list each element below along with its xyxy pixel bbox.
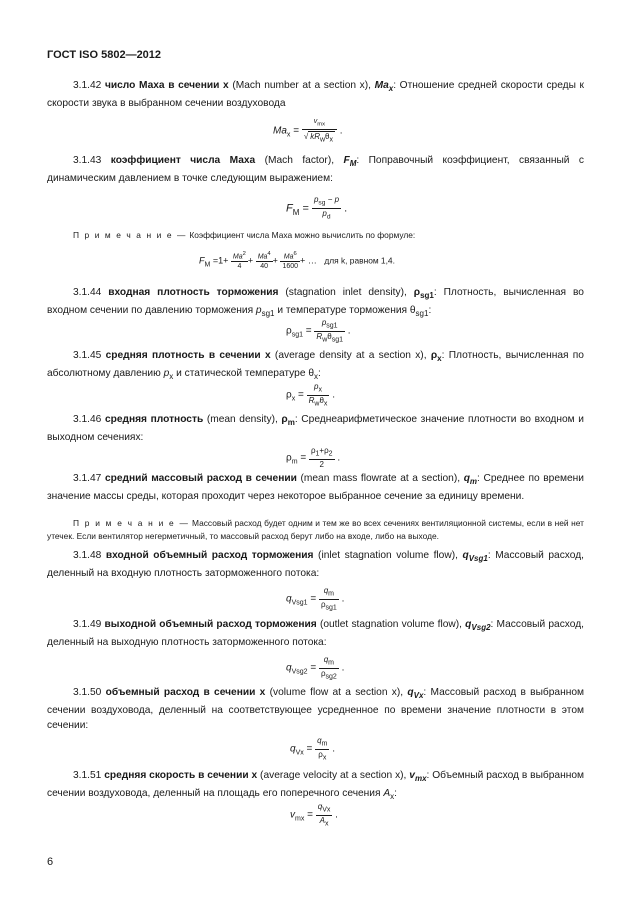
note-mach-formula: П р и м е ч а н и е — Коэффициент числа Маха можно вычислить по формуле: bbox=[73, 230, 416, 240]
page-number: 6 bbox=[47, 856, 54, 868]
term: входная плотность торможения bbox=[108, 287, 279, 298]
term: средняя скорость в сечении x bbox=[104, 770, 258, 781]
formula-inlet-volume-flow: $q_{Vsg1}$ = $\frac{q_m}{\rho_{sg1}}$ . bbox=[286, 586, 345, 612]
clause-3-1-48: 3.1.48 входной объемный расход торможения (inlet stagnation volume flow), $q_{Vsg1}$: Массовый расход, деленный на входную плотность заторможенного потока: bbox=[47, 550, 585, 580]
clause-3-1-51: 3.1.51 средняя скорость в сечении x (average velocity at a section x), $v_{mx}$: Объемный расход в выбранном сечении воздуховода, деленный на площадь его поперечного сечения $A_x$: bbox=[47, 770, 584, 802]
formula-series: $F_M =1+$ $\frac{Ma^2}{4}$ + $\frac{Ma^4}{40}$ + $\frac{Ma^6}{1600}$ + … для k, равном 1,4. bbox=[199, 251, 395, 271]
clause-3-1-42 bbox=[47, 78, 584, 111]
clause-3-1-49: 3.1.49 выходной объемный расход торможения (outlet stagnation volume flow), $q_{Vsg2}$: Массовый расход, деленный на выходную плотность заторможенного потока: bbox=[47, 619, 584, 649]
clause-3-1-50: 3.1.50 объемный расход в сечении x (volume flow at a section x), $q_{Vx}$: Массовый расход в выбранном сечении воздуховода, деленный на соответствующее усредненное по времени значение плотности в этом сечении: bbox=[47, 687, 585, 732]
clause-3-1-45: 3.1.45 средняя плотность в сечении x (average density at a section x), $\rho_x$: Плотность, вычисленная по абсолютному давлению $p_x$ и статической температуре $\theta_x$: bbox=[47, 350, 584, 382]
formula-inlet-density: $\rho_{sg1}$ = $\frac{p_{sg1}}{R_w\theta_{sg1}}$ . bbox=[286, 318, 351, 344]
term-english: (Mach number at a section x), bbox=[232, 80, 371, 91]
symbol: $q_{Vx}$ bbox=[407, 687, 424, 701]
symbol: $q_m$ bbox=[463, 473, 478, 487]
symbol: $q_{Vsg2}$ bbox=[465, 619, 491, 633]
formula-average-velocity: $v_{mx}$ = $\frac{q_{Vx}}{A_x}$ . bbox=[290, 802, 338, 828]
symbol: $\rho_{sg1}$ bbox=[413, 287, 434, 301]
clause-3-1-46: 3.1.46 средняя плотность (mean density), $\rho_m$: Среднеарифметическое значение плотности во входном и выходном сечениях: bbox=[47, 414, 584, 444]
clause-3-1-47: 3.1.47 средний массовый расход в сечении (mean mass flowrate at a section), $q_m$: Среднее по времени значение массы среды, которая проходит через некоторое выбранное сечение за единицу времени. bbox=[47, 473, 584, 503]
symbol: $Ma_x$ bbox=[374, 80, 394, 94]
definition: : Отношение средней скорости среды к скорости звука в выбранном сечении воздуховода bbox=[47, 80, 584, 110]
clause-3-1-43: 3.1.43 коэффициент числа Маха (Mach factor), $F_M$: Поправочный коэффициент, связанный с динамическим давлением в точке следующим выражением: bbox=[47, 155, 584, 185]
formula-section-volume-flow: $q_{Vx}$ = $\frac{q_m}{\rho_x}$ . bbox=[290, 736, 335, 762]
formula-mach-factor: $F_M$ = $\frac{p_{sg} - p}{p_d}$ . bbox=[286, 195, 348, 221]
term: средняя плотность в сечении x bbox=[105, 350, 271, 361]
term: средний массовый расход в сечении bbox=[104, 473, 297, 484]
formula-mean-density: $\rho_m$ = $\frac{\rho_1+\rho_2}{2}$ . bbox=[286, 446, 341, 469]
formula-section-density: $\rho_x$ = $\frac{p_x}{R_w\theta_x}$ . bbox=[286, 382, 335, 408]
term: входной объемный расход торможения bbox=[105, 550, 314, 561]
formula-outlet-volume-flow: $q_{Vsg2}$ = $\frac{q_m}{\rho_{sg2}}$ . bbox=[286, 655, 345, 681]
symbol: $F_M$ bbox=[343, 155, 357, 169]
formula-mach: $Ma_x$ = $\frac{v_{mx}}{√ kR_w\theta_x}$ . bbox=[273, 118, 343, 144]
term: коэффициент числа Маха bbox=[110, 155, 256, 166]
note-mass-flow: П р и м е ч а н и е — Массовый расход будет одним и тем же во всех сечениях вентиляционной системы, если в ней нет утечек. Если вентилятор негерметичный, то массовый расход берут либо на входе, либо на выходе. bbox=[47, 518, 585, 541]
term: число Маха в сечении x bbox=[104, 80, 229, 91]
symbol: $\rho_x$ bbox=[430, 350, 442, 364]
symbol: $\rho_m$ bbox=[281, 414, 295, 428]
term: объемный расход в сечении x bbox=[105, 687, 266, 698]
document-header: ГОСТ ISO 5802—2012 bbox=[47, 49, 162, 61]
term: средняя плотность bbox=[104, 414, 204, 425]
clause-3-1-44: 3.1.44 входная плотность торможения (stagnation inlet density), $\rho_{sg1}$: Плотность, вычисленная во входном сечении по давлению торможения $p_{sg1}$ и температуре торможения $\theta_{sg1}$: bbox=[47, 287, 584, 319]
clause-number: 3.1.42 bbox=[73, 80, 102, 91]
symbol: $v_{mx}$ bbox=[409, 770, 427, 784]
term: выходной объемный расход торможения bbox=[104, 619, 317, 630]
symbol: $q_{Vsg1}$ bbox=[462, 550, 488, 564]
